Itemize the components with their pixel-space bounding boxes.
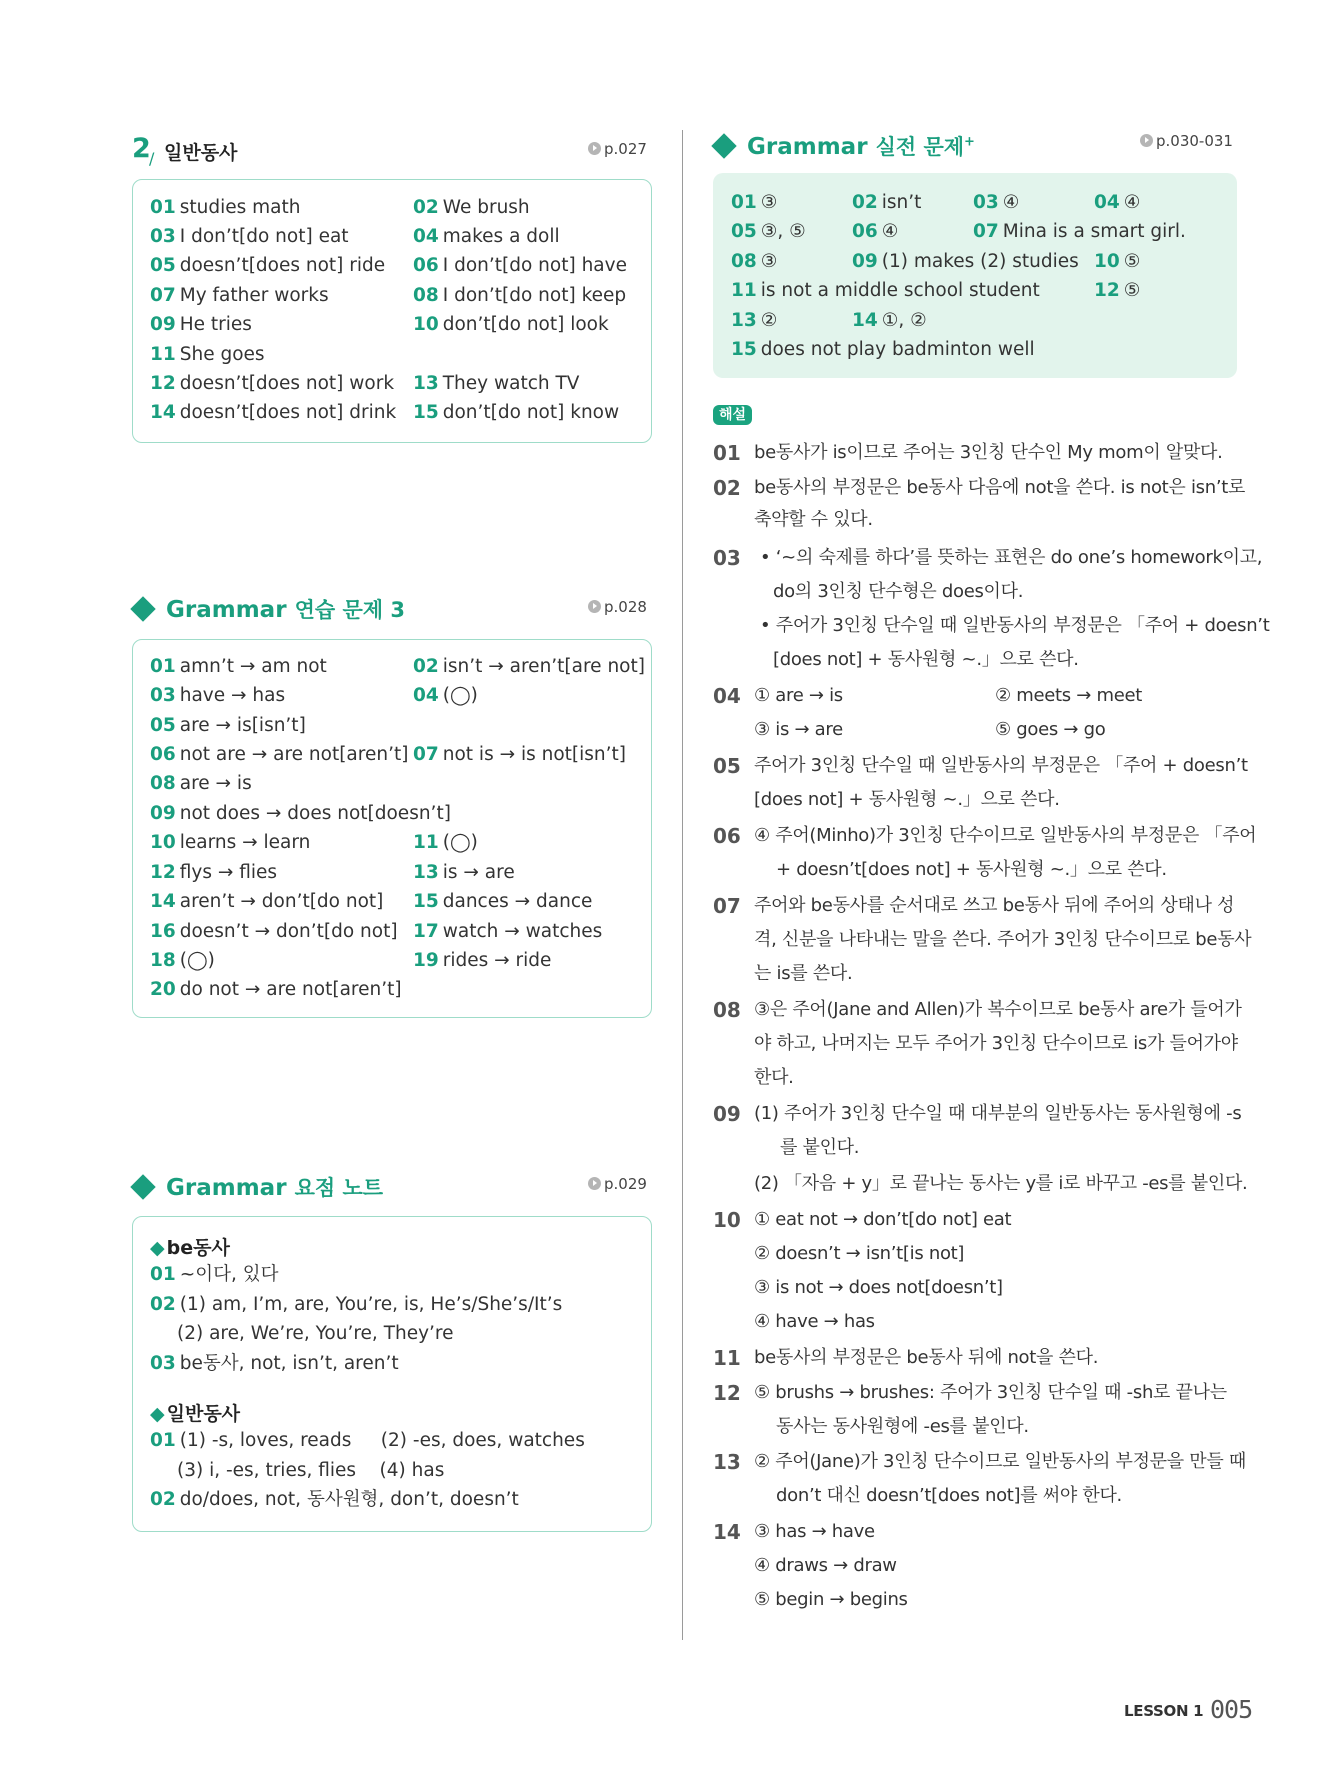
explanation-line: don’t 대신 doesn’t[does not]를 써야 한다. [776, 1485, 1122, 1506]
page-reference: p.030-031 [1140, 132, 1233, 150]
explanation-number: 10 [713, 1208, 741, 1232]
explanation-line: ③ is → are [754, 719, 843, 740]
page-reference: p.027 [588, 140, 647, 158]
answer-item: 07 Mina is a smart girl. [973, 221, 1186, 242]
explanation-line: ② meets → meet [995, 685, 1143, 706]
explanation-number: 02 [713, 476, 741, 500]
answer-item: 01 studies math [150, 197, 301, 218]
answer-item: 03 ④ [973, 192, 1020, 213]
section-practice-header [134, 594, 654, 630]
answer-item: 20 do not → are not[aren’t] [150, 979, 402, 1000]
answer-item: 13 They watch TV [413, 373, 580, 394]
explanation-line: ④ draws → draw [754, 1555, 897, 1576]
answer-item: 13 is → are [413, 862, 515, 883]
explanation-number: 04 [713, 684, 741, 708]
subheading-be-verb: ◆ be동사 [150, 1237, 230, 1259]
explanation-line: 는 is를 쓴다. [754, 963, 853, 984]
answer-item: 06 I don’t[do not] have [413, 255, 627, 276]
explanation-line: (2) 「자음 + y」로 끝나는 동사는 y를 i로 바꾸고 -es를 붙인다. [754, 1173, 1248, 1194]
explanation-line: 축약할 수 있다. [754, 509, 873, 530]
explanation-line: 한다. [754, 1067, 794, 1088]
explanation-line: be동사가 is이므로 주어는 3인칭 단수인 My mom이 알맞다. [754, 442, 1223, 463]
answer-item: 02 isn’t → aren’t[are not] [413, 656, 645, 677]
explanation-number: 06 [713, 824, 741, 848]
answer-item: 01 ③ [731, 192, 778, 213]
explanation-number: 13 [713, 1450, 741, 1474]
note-item: 02 do/does, not, 동사원형, don’t, doesn’t [150, 1489, 519, 1510]
explanation-number: 01 [713, 441, 741, 465]
answer-item: 04 makes a doll [413, 226, 560, 247]
note-item: 01 (1) -s, loves, reads (2) -es, does, watches [150, 1430, 585, 1451]
note-item: 03 be동사, not, isn’t, aren’t [150, 1353, 399, 1374]
answer-item: 07 My father works [150, 285, 329, 306]
answer-item: 04 ④ [1094, 192, 1141, 213]
answer-item: 18 (◯) [150, 950, 215, 971]
slash-mark: / [149, 149, 155, 168]
answer-item: 09 He tries [150, 314, 252, 335]
explanation-line: (1) 주어가 3인칭 단수일 때 대부분의 일반동사는 동사원형에 -s [754, 1103, 1242, 1124]
explanation-line: ② doesn’t → isn’t[is not] [754, 1243, 965, 1264]
section-title: Grammar 요점 노트 [166, 1175, 384, 1201]
answer-item: 02 We brush [413, 197, 530, 218]
explanation-line: ① eat not → don’t[do not] eat [754, 1209, 1012, 1230]
answer-item: 05 are → is[isn’t] [150, 715, 306, 736]
explanation-line: be동사의 부정문은 be동사 다음에 not을 쓴다. is not은 isn’t로 [754, 477, 1246, 498]
explanation-number: 11 [713, 1346, 741, 1370]
explanation-line: 주어와 be동사를 순서대로 쓰고 be동사 뒤에 주어의 상태나 성 [754, 895, 1235, 916]
page-number: 005 [1210, 1695, 1253, 1724]
footer-lesson: LESSON 1 [1124, 1702, 1204, 1720]
explanation-line: 주어가 3인칭 단수일 때 일반동사의 부정문은 「주어 + doesn’t [754, 755, 1248, 776]
section-title: Grammar 실전 문제+ [747, 134, 975, 160]
explanation-number: 08 [713, 998, 741, 1022]
section-number: 2 [132, 133, 151, 164]
section-title: 일반동사 [164, 142, 238, 164]
answer-item: 11 is not a middle school student [731, 280, 1040, 301]
answer-item: 15 dances → dance [413, 891, 593, 912]
diamond-icon [130, 596, 155, 621]
column-divider [682, 130, 683, 1640]
answer-item: 06 ④ [852, 221, 899, 242]
explanation-line: ① are → is [754, 685, 843, 706]
explanation-line: 를 붙인다. [780, 1137, 860, 1158]
note-item: (3) i, -es, tries, flies (4) has [177, 1460, 445, 1481]
explanation-number: 07 [713, 894, 741, 918]
note-item: 01 ~이다, 있다 [150, 1264, 279, 1285]
answer-item: 10 learns → learn [150, 832, 311, 853]
answer-item: 08 ③ [731, 251, 778, 272]
answer-item: 06 not are → are not[aren’t] [150, 744, 409, 765]
diamond-icon [130, 1174, 155, 1199]
answer-item: 16 doesn’t → don’t[do not] [150, 921, 398, 942]
answer-item: 09 not does → does not[doesn’t] [150, 803, 451, 824]
answer-item: 14 aren’t → don’t[do not] [150, 891, 384, 912]
answer-item: 05 ③, ⑤ [731, 221, 806, 242]
note-item: (2) are, We’re, You’re, They’re [177, 1323, 454, 1344]
answer-item: 13 ② [731, 310, 778, 331]
answer-item: 09 (1) makes (2) studies [852, 251, 1079, 272]
explanation-badge: 해설 [713, 405, 752, 425]
answer-item: 08 are → is [150, 773, 252, 794]
explanation-line: 야 하고, 나머지는 모두 주어가 3인칭 단수이므로 is가 들어가야 [754, 1033, 1238, 1054]
explanation-number: 14 [713, 1520, 741, 1544]
explanation-line: ③은 주어(Jane and Allen)가 복수이므로 be동사 are가 들어가 [754, 999, 1242, 1020]
answer-item: 15 don’t[do not] know [413, 402, 620, 423]
subheading-general-verb: ◆ 일반동사 [150, 1403, 241, 1425]
explanation-line: be동사의 부정문은 be동사 뒤에 not을 쓴다. [754, 1347, 1099, 1368]
explanation-line: 격, 신분을 나타내는 말을 쓴다. 주어가 3인칭 단수이므로 be동사 [754, 929, 1252, 950]
answer-item: 03 I don’t[do not] eat [150, 226, 349, 247]
answer-item: 05 doesn’t[does not] ride [150, 255, 386, 276]
arrow-icon [588, 600, 601, 613]
answer-item: 12 flys → flies [150, 862, 278, 883]
answer-item: 07 not is → is not[isn’t] [413, 744, 626, 765]
answer-item: 11 (◯) [413, 832, 478, 853]
explanation-number: 03 [713, 546, 741, 570]
answer-item: 04 (◯) [413, 685, 478, 706]
answer-item: 02 isn’t [852, 192, 922, 213]
answer-item: 08 I don’t[do not] keep [413, 285, 627, 306]
page-reference: p.028 [588, 598, 647, 616]
answer-item: 10 ⑤ [1094, 251, 1141, 272]
explanation-line: ④ 주어(Minho)가 3인칭 단수이므로 일반동사의 부정문은 「주어 [754, 825, 1257, 846]
explanation-line: • ‘~의 숙제를 하다’를 뜻하는 표현은 do one’s homework이고, [760, 547, 1263, 568]
explanation-line: [does not] + 동사원형 ~.」으로 쓴다. [773, 649, 1079, 670]
explanation-line: ⑤ goes → go [995, 719, 1106, 740]
diamond-icon [711, 133, 736, 158]
answer-item: 15 does not play badminton well [731, 339, 1035, 360]
arrow-icon [588, 1177, 601, 1190]
explanation-line: ③ has → have [754, 1521, 875, 1542]
section-notes-header [134, 1172, 654, 1208]
explanation-line: ⑤ brushs → brushes: 주어가 3인칭 단수일 때 -sh로 끝나는 [754, 1382, 1227, 1403]
answer-item: 03 have → has [150, 685, 286, 706]
answer-item: 12 ⑤ [1094, 280, 1141, 301]
explanation-number: 12 [713, 1381, 741, 1405]
explanation-line: ② 주어(Jane)가 3인칭 단수이므로 일반동사의 부정문을 만들 때 [754, 1451, 1246, 1472]
answer-item: 17 watch → watches [413, 921, 603, 942]
arrow-icon [1140, 134, 1153, 147]
explanation-line: ③ is not → does not[doesn’t] [754, 1277, 1003, 1298]
explanation-line: 동사는 동사원형에 -es를 붙인다. [776, 1416, 1029, 1437]
explanation-number: 09 [713, 1102, 741, 1126]
section-title: Grammar 연습 문제 3 [166, 597, 405, 623]
page-reference: p.029 [588, 1175, 647, 1193]
explanation-line: + doesn’t[does not] + 동사원형 ~.」으로 쓴다. [776, 859, 1167, 880]
answer-item: 11 She goes [150, 344, 265, 365]
answer-item: 19 rides → ride [413, 950, 552, 971]
explanation-line: • 주어가 3인칭 단수일 때 일반동사의 부정문은 「주어 + doesn’t [760, 615, 1270, 636]
answer-item: 12 doesn’t[does not] work [150, 373, 395, 394]
explanation-line: ④ have → has [754, 1311, 875, 1332]
explanation-line: do의 3인칭 단수형은 does이다. [773, 581, 1024, 602]
arrow-icon [588, 142, 601, 155]
answer-item: 14 doesn’t[does not] drink [150, 402, 397, 423]
explanation-line: [does not] + 동사원형 ~.」으로 쓴다. [754, 789, 1060, 810]
section-general-verbs-header [132, 133, 652, 169]
note-item: 02 (1) am, I’m, are, You’re, is, He’s/She’s/It’s [150, 1294, 563, 1315]
answer-item: 10 don’t[do not] look [413, 314, 609, 335]
answer-item: 01 amn’t → am not [150, 656, 327, 677]
answer-item: 14 ①, ② [852, 310, 927, 331]
explanation-line: ⑤ begin → begins [754, 1589, 908, 1610]
explanation-number: 05 [713, 754, 741, 778]
